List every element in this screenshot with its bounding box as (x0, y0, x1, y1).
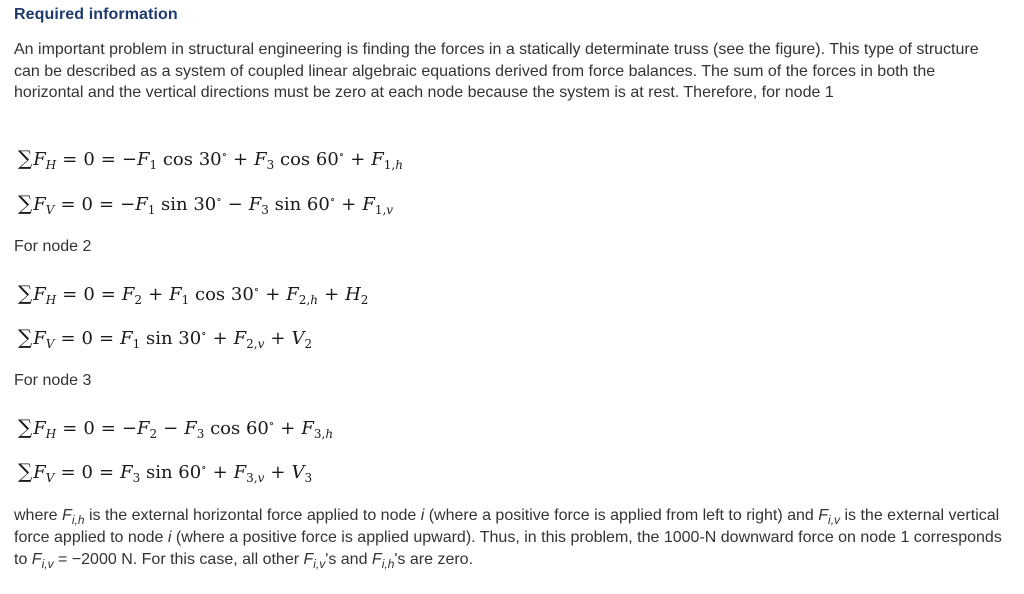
node2-vertical-equation: $\sum F_V = 0 = F_1$ $\sin 30^\circ + F_{2,v} + V_2$ (18, 325, 313, 351)
intro-paragraph: An important problem in structural engineering is finding the forces in a statically determinate truss (see the figure). This type of structure can be described as a system of coupled linear algebraic equations derived from force balances. The sum of the forces in both the horizontal and the vertical directions must be zero at each node because the system is at rest. Therefore, for node 1 (14, 41, 979, 101)
node3-label: For node 3 (14, 372, 92, 389)
node1-vertical-equation: $\sum F_V = 0 = -F_1$ $\sin 30^\circ - F_3$ $\sin 60^\circ + F_{1,v}$ (18, 191, 394, 217)
outro-paragraph: where $F_{i,h}$ is the external horizontal force applied to node i (where a positive force is applied from left to right) and $F_{i,v}$ is the external vertical force applied to node i (where a positive force is applied upward). Thus, in this problem, the 1000-N downward force on node 1 corresponds to $F_{i,v} = -2000$ N. For this case, all other $F_{i,v}'s$ and $F_{i,h}'s$ are zero. (14, 507, 1002, 571)
node3-vertical-equation: $\sum F_V = 0 = F_3$ $\sin 60^\circ + F_{3,v} + V_3$ (18, 459, 313, 485)
node1-horizontal-equation: $\sum F_H = 0 = -F_1$ $\cos 30^\circ + F_3$ $\cos 60^\circ + F_{1,h}$ (18, 146, 403, 172)
required-information-heading: Required information (14, 6, 178, 23)
node2-label: For node 2 (14, 238, 92, 255)
node2-horizontal-equation: $\sum F_H = 0 = F_2 + F_1$ $\cos 30^\circ + F_{2,h} + H_2$ (18, 281, 369, 307)
node3-horizontal-equation: $\sum F_H = 0 = -F_2 - F_3$ $\cos 60^\circ + F_{3,h}$ (18, 415, 334, 441)
